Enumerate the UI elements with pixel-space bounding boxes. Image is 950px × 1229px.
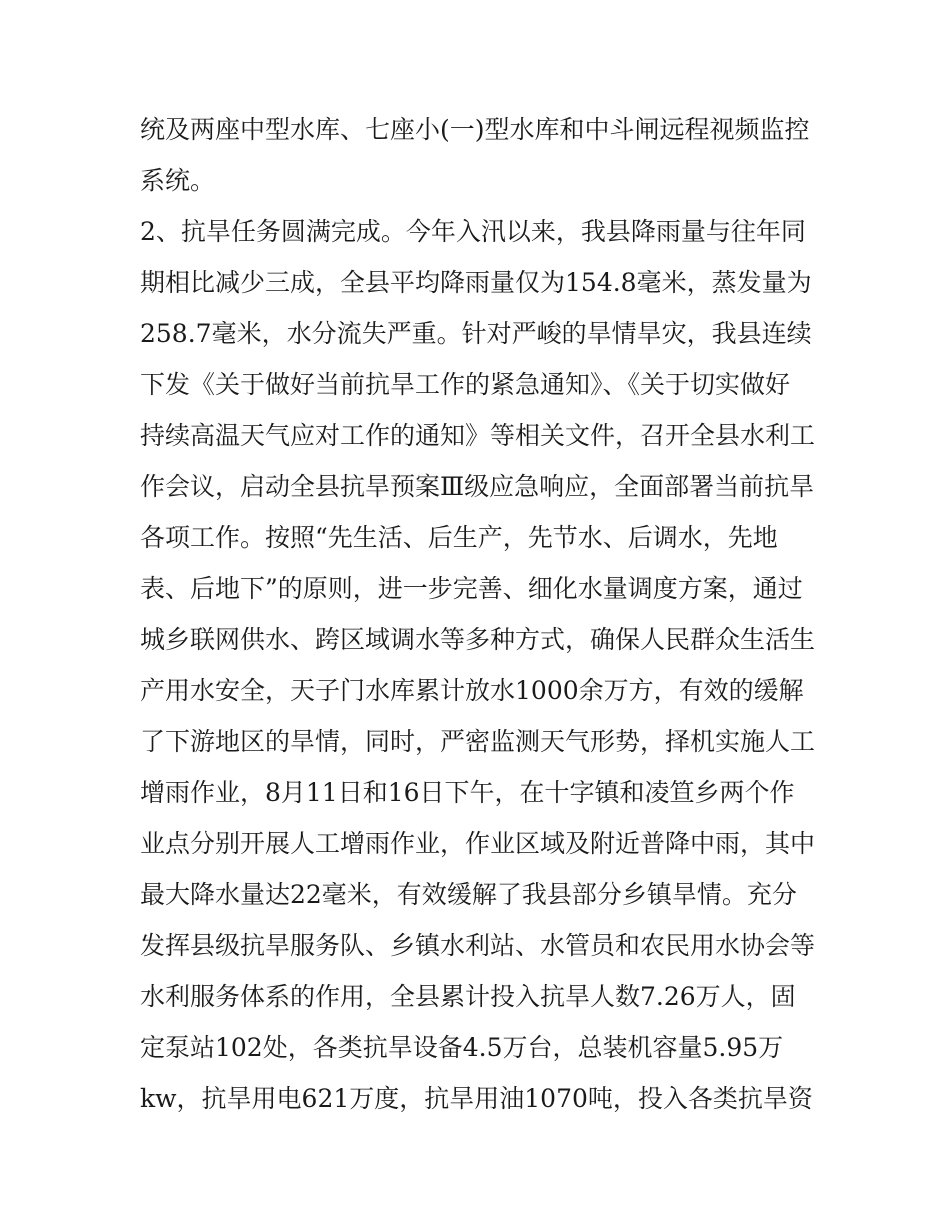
text-line: 定泵站102处，各类抗旱设备4.5万台，总装机容量5.95万	[140, 1033, 784, 1062]
text-line: 系统。	[140, 166, 216, 195]
text-line: 产用水安全，天子门水库累计放水1000余万方，有效的缓解	[140, 676, 804, 705]
text-line: 业点分别开展人工增雨作业，作业区域及附近普降中雨，其中	[140, 829, 816, 858]
text-line: 统及两座中型水库、七座小(一)型水库和中斗闸远程视频监控	[140, 115, 810, 144]
text-line: 258.7毫米，水分流失严重。针对严峻的旱情旱灾，我县连续	[140, 319, 812, 348]
text-line: 表、后地下”的原则，进一步完善、细化水量调度方案，通过	[140, 574, 803, 603]
text-line: 期相比减少三成，全县平均降雨量仅为154.8毫米，蒸发量为	[140, 268, 812, 297]
text-line: 发挥县级抗旱服务队、乡镇水利站、水管员和农民用水协会等	[140, 931, 816, 960]
text-line: 2、抗旱任务圆满完成。今年入汛以来，我县降雨量与往年同	[140, 217, 806, 246]
text-line: 下发《关于做好当前抗旱工作的紧急通知》、《关于切实做好	[140, 370, 791, 399]
text-line: 最大降水量达22毫米，有效缓解了我县部分乡镇旱情。充分	[140, 880, 797, 909]
text-line: 增雨作业，8月11日和16日下午，在十字镇和凌笪乡两个作	[140, 778, 795, 807]
text-line: 各项工作。按照“先生活、后生产，先节水、后调水，先地	[140, 523, 778, 552]
text-line: 城乡联网供水、跨区域调水等多种方式，确保人民群众生活生	[140, 625, 816, 654]
text-line: 了下游地区的旱情，同时，严密监测天气形势，择机实施人工	[140, 727, 816, 756]
text-line: kw，抗旱用电621万度，抗旱用油1070吨，投入各类抗旱资	[140, 1084, 813, 1113]
text-line: 持续高温天气应对工作的通知》等相关文件，召开全县水利工	[140, 421, 816, 450]
text-line: 作会议，启动全县抗旱预案Ⅲ级应急响应，全面部署当前抗旱	[140, 472, 815, 501]
text-line: 水利服务体系的作用，全县累计投入抗旱人数7.26万人，固	[140, 982, 796, 1011]
